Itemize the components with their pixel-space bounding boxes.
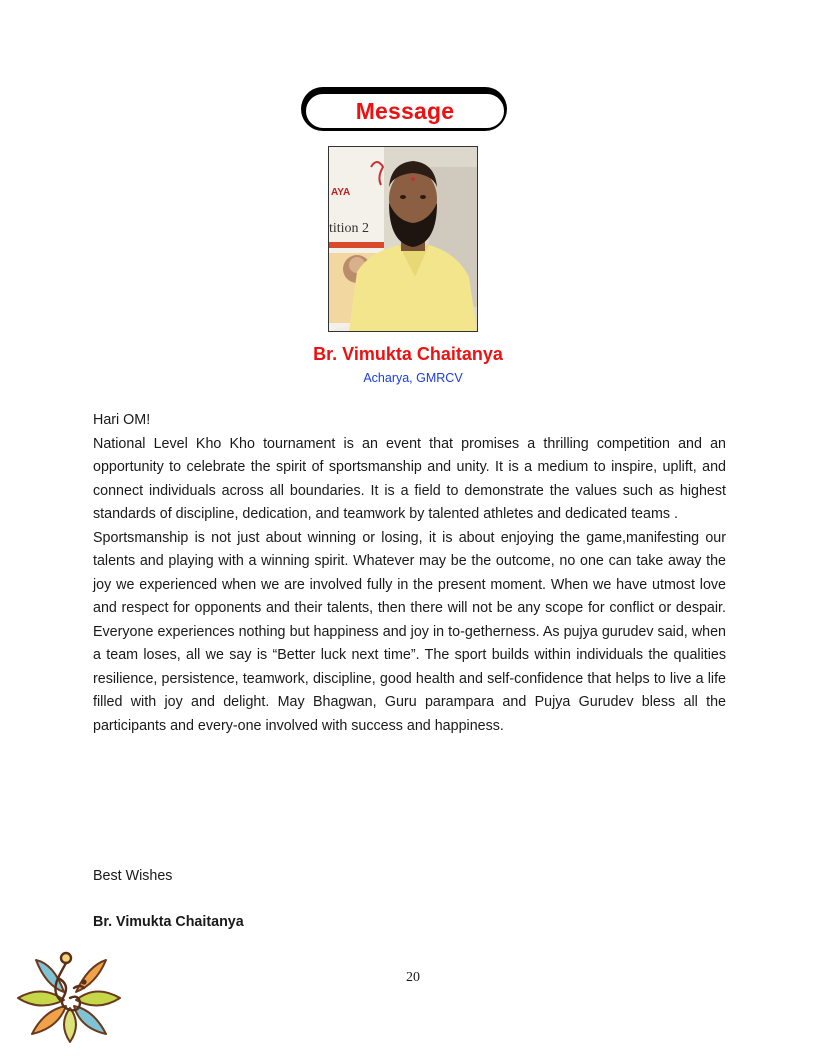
letter-greeting: Hari OM! bbox=[93, 412, 151, 428]
page-number: 20 bbox=[406, 970, 420, 985]
letter-paragraph: National Level Kho Kho tournament is an event that promises a thrilling competition and an opportunity to celebrate the spirit of sportsmanship and unity. It is a medium to inspire, uplift, and connect individuals across all boundaries. It is a field to demonstrate the values such as highest standards of discipline, dedication, and teamwork by talented athletes and dedicated teams . bbox=[93, 435, 726, 522]
profile-photo bbox=[328, 146, 478, 332]
profile-designation: Acharya, GMRCV bbox=[363, 371, 463, 385]
portrait-image bbox=[329, 147, 477, 331]
title-banner bbox=[301, 87, 507, 131]
svg-text:tition 2: tition 2 bbox=[329, 221, 370, 236]
title-banner-inner bbox=[305, 93, 505, 129]
letter-paragraph: Sportsmanship is not just about winning or losing, it is about enjoying the game,manifesting our talents and playing with a winning spirit. Whatever may be the outcome, no one can take away the joy we experienced when we are involved fully in the present moment. When we have utmost love and respect for opponents and their talents, then there will not be any scope for conflict or despair. Everyone experiences nothing but happiness and joy in to-getherness. As pujya gurudev said, when a team loses, all we say is “Better luck next time”. The sport builds within individuals the qualities resilience, persistence, teamwork, discipline, good health and self-confidence that helps to live a life filled with joy and delight. May Bhagwan, Guru parampara and Pujya Gurudev bless all the participants and every-one involved with success and happiness. bbox=[93, 529, 726, 734]
letter-signature: Br. Vimukta Chaitanya bbox=[93, 914, 244, 930]
profile-name: Br. Vimukta Chaitanya bbox=[313, 344, 503, 364]
letter-sign-off: Best Wishes bbox=[93, 868, 173, 884]
letter-body bbox=[93, 409, 726, 738]
svg-text:AYA: AYA bbox=[331, 187, 351, 198]
page-title: Message bbox=[355, 97, 455, 124]
om-lotus-logo-icon bbox=[14, 948, 124, 1044]
